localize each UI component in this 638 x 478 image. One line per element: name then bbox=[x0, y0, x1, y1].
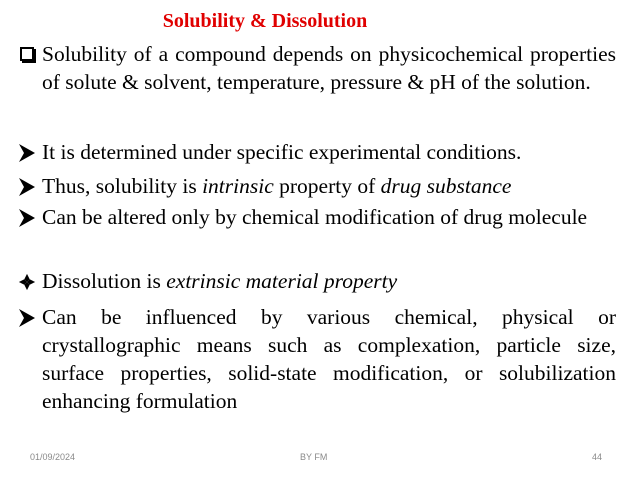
bullet-dissolution-extrinsic bbox=[18, 267, 616, 299]
emphasis-intrinsic: intrinsic bbox=[202, 174, 274, 198]
bullet-text: Solubility of a compound depends on physicochemical properties of solute & solvent, temperature, pressure & pH of the solution. bbox=[42, 42, 616, 94]
bullet-text bbox=[42, 172, 616, 200]
emphasis-extrinsic: extrinsic material property bbox=[166, 269, 398, 293]
footer-author: BY FM bbox=[300, 452, 328, 462]
slide-title: Solubility & Dissolution bbox=[162, 10, 368, 32]
bullet-chemical-modification bbox=[18, 203, 616, 235]
emphasis-drug-substance: drug substance bbox=[380, 174, 512, 198]
text-run: Thus, solubility is bbox=[42, 174, 203, 198]
bullet-text: It is determined under specific experimental conditions. bbox=[42, 140, 522, 164]
bullet-experimental-conditions bbox=[18, 138, 616, 170]
footer-date: 01/09/2024 bbox=[30, 452, 76, 462]
bullet-text: Can be influenced by various chemical, physical or crystallographic means such as complexation, particle size, surface properties, solid-state modification, or solubilization enhancing formulation bbox=[42, 305, 616, 413]
bullet-influenced-by bbox=[18, 303, 616, 415]
diamond-icon bbox=[18, 272, 36, 292]
text-run: property of bbox=[273, 174, 381, 198]
arrow-icon bbox=[18, 208, 36, 228]
arrow-icon bbox=[18, 177, 36, 197]
arrow-icon bbox=[18, 143, 36, 163]
bullet-text: Can be altered only by chemical modification of drug molecule bbox=[42, 205, 588, 229]
footer-page-number: 44 bbox=[592, 452, 603, 462]
arrow-icon bbox=[18, 308, 36, 328]
text-run: Dissolution is bbox=[42, 269, 167, 293]
square-icon bbox=[20, 47, 34, 61]
bullet-solubility-depends bbox=[18, 40, 616, 96]
bullet-intrinsic-property bbox=[18, 172, 616, 204]
bullet-text bbox=[42, 267, 616, 295]
